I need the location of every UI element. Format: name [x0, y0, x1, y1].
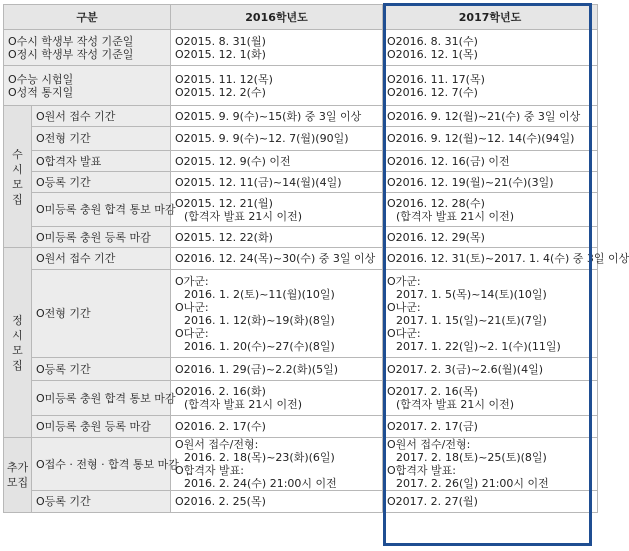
value-2017 — [383, 358, 598, 381]
value-2017 — [383, 172, 598, 193]
section-char: 정 — [12, 313, 23, 327]
label-line: O성적 통지일 — [8, 85, 74, 99]
value-line: O2016. 2. 25(목) — [175, 495, 266, 508]
value-2016 — [171, 127, 383, 151]
table-row — [4, 106, 598, 127]
row-label — [4, 66, 171, 106]
value-line: 2016. 2. 18(목)~23(화)(6일) — [184, 451, 335, 464]
value-2017 — [383, 491, 598, 513]
section-char: 집 — [12, 192, 23, 206]
table-row — [4, 30, 598, 66]
value-2016 — [171, 151, 383, 172]
table-row — [4, 270, 598, 358]
value-line: O다군: — [387, 326, 421, 340]
value-2016 — [171, 193, 383, 227]
table-row — [4, 381, 598, 416]
value-line: O2015. 11. 12(목) — [175, 72, 273, 86]
value-line: O2017. 2. 3(금)~2.6(월)(4일) — [387, 362, 543, 376]
value-2017 — [383, 438, 598, 491]
value-line: O합격자 발표: — [387, 464, 457, 477]
value-2016 — [171, 172, 383, 193]
value-2016 — [171, 270, 383, 358]
table-row — [4, 151, 598, 172]
row-label: O원서 접수 기간 — [32, 106, 171, 127]
vertical-label — [4, 460, 31, 490]
value-line: O2016. 11. 17(목) — [387, 72, 485, 86]
value-line: 2016. 1. 12(화)~19(화)(8일) — [184, 313, 335, 327]
row-label: O등록 기간 — [32, 172, 171, 193]
value-line: (합격자 발표 21시 이전) — [184, 398, 303, 411]
value-line: 2017. 1. 22(일)~2. 1(수)(11일) — [396, 339, 561, 353]
value-line: O2016. 12. 28(수) — [387, 196, 485, 210]
table-row — [4, 358, 598, 381]
value-line: O2016. 9. 12(월)~12. 14(수)(94일) — [387, 132, 575, 145]
value-line: O나군: — [175, 300, 209, 314]
value-2017 — [383, 381, 598, 416]
table-row — [4, 127, 598, 151]
value-2017 — [383, 66, 598, 106]
value-line: O2015. 12. 21(월) — [175, 196, 273, 210]
row-label: O원서 접수 기간 — [32, 248, 171, 270]
value-2017 — [383, 151, 598, 172]
value-2016 — [171, 416, 383, 438]
header-2016: 2016학년도 — [171, 5, 383, 30]
value-line: O2016. 2. 16(화) — [175, 385, 266, 398]
row-label: O등록 기간 — [32, 358, 171, 381]
table-row — [4, 491, 598, 513]
label-line: O수시 학생부 작성 기준일 — [8, 34, 134, 48]
value-line: O2016. 1. 29(금)~2.2(화)(5일) — [175, 362, 338, 376]
value-line: 2017. 2. 18(토)~25(토)(8일) — [396, 451, 547, 464]
label-line: O수능 시험일 — [8, 72, 74, 86]
header-category: 구분 — [4, 5, 171, 30]
value-2016 — [171, 30, 383, 66]
value-line: O2016. 12. 16(금) 이전 — [387, 154, 510, 168]
value-2016 — [171, 106, 383, 127]
value-line: O원서 접수/전형: — [175, 438, 259, 451]
table-row — [4, 438, 598, 491]
value-2016 — [171, 491, 383, 513]
value-line: 2017. 1. 15(일)~21(토)(7일) — [396, 313, 547, 327]
value-line: 2017. 2. 26(일) 21:00시 이전 — [396, 477, 549, 490]
value-line: O2016. 12. 7(수) — [387, 85, 478, 99]
value-line: O2016. 9. 12(월)~21(수) 중 3일 이상 — [387, 109, 581, 123]
value-line: O2017. 2. 27(월) — [387, 495, 478, 508]
header-row — [4, 5, 598, 30]
value-2017 — [383, 30, 598, 66]
value-line: O2015. 12. 22(화) — [175, 230, 273, 244]
row-label: O합격자 발표 — [32, 151, 171, 172]
value-line: O2016. 12. 29(목) — [387, 230, 485, 244]
section-char: 모 — [12, 343, 23, 357]
vertical-label — [4, 313, 31, 373]
table-row — [4, 227, 598, 248]
value-line: O2016. 12. 19(월)~21(수)(3일) — [387, 175, 554, 189]
value-2017 — [383, 193, 598, 227]
table-row — [4, 172, 598, 193]
value-line: O2015. 8. 31(월) — [175, 34, 266, 48]
value-line: (합격자 발표 21시 이전) — [184, 209, 303, 223]
value-line: O2017. 2. 17(금) — [387, 420, 478, 433]
row-label: O미등록 충원 등록 마감 — [32, 227, 171, 248]
value-line: O2016. 12. 1(목) — [387, 47, 478, 61]
value-2017 — [383, 416, 598, 438]
value-line: O합격자 발표: — [175, 464, 245, 477]
table-row — [4, 416, 598, 438]
value-line: 2016. 1. 2(토)~11(월)(10일) — [184, 287, 335, 301]
value-line: O2016. 2. 17(수) — [175, 420, 266, 433]
value-line: O2016. 8. 31(수) — [387, 34, 478, 48]
value-line: (합격자 발표 21시 이전) — [396, 209, 515, 223]
value-line: (합격자 발표 21시 이전) — [396, 398, 515, 411]
section-char: 모집 — [6, 476, 29, 489]
value-line: O다군: — [175, 326, 209, 340]
label-line: O정시 학생부 작성 기준일 — [8, 47, 134, 61]
row-label: O미등록 충원 등록 마감 — [32, 416, 171, 438]
value-2017 — [383, 248, 629, 270]
row-label: O미등록 충원 합격 통보 마감 — [32, 193, 171, 227]
value-line: O가군: — [387, 274, 421, 288]
value-2016 — [171, 381, 383, 416]
value-line: O원서 접수/전형: — [387, 438, 471, 451]
value-line: O2015. 12. 9(수) 이전 — [175, 154, 291, 168]
value-line: O나군: — [387, 300, 421, 314]
row-label: O등록 기간 — [32, 491, 171, 513]
value-line: 2016. 1. 20(수)~27(수)(8일) — [184, 339, 335, 353]
value-line: O2015. 12. 11(금)~14(월)(4일) — [175, 175, 342, 189]
section-char: 시 — [12, 162, 23, 176]
section-char: 모 — [12, 177, 23, 191]
row-label: O전형 기간 — [32, 270, 171, 358]
jeongsi-section-label — [4, 248, 32, 438]
value-line: O2015. 9. 9(수)~15(화) 중 3일 이상 — [175, 109, 362, 123]
susi-section-label — [4, 106, 32, 248]
value-line: O가군: — [175, 274, 209, 288]
section-char: 시 — [12, 328, 23, 342]
value-2017 — [383, 270, 598, 358]
value-line: 2017. 1. 5(목)~14(토)(10일) — [396, 287, 547, 301]
header-2017: 2017학년도 — [383, 5, 598, 30]
value-line: O2015. 12. 1(화) — [175, 47, 266, 61]
schedule-table — [3, 4, 629, 513]
value-2016 — [171, 66, 383, 106]
section-char: 집 — [12, 358, 23, 372]
value-line: 2016. 2. 24(수) 21:00시 이전 — [184, 477, 337, 490]
value-2017 — [383, 227, 598, 248]
table-row — [4, 66, 598, 106]
value-2016 — [171, 248, 383, 270]
value-line: O2015. 9. 9(수)~12. 7(월)(90일) — [175, 132, 349, 145]
value-line: O2015. 12. 2(수) — [175, 85, 266, 99]
chuga-section-label — [4, 438, 32, 513]
row-label: O접수 · 전형 · 합격 통보 마감 — [32, 438, 171, 491]
section-char: 추가 — [6, 461, 29, 474]
value-2016 — [171, 227, 383, 248]
table-row — [4, 248, 598, 270]
value-2016 — [171, 358, 383, 381]
vertical-label — [4, 147, 31, 207]
row-label: O전형 기간 — [32, 127, 171, 151]
section-char: 수 — [12, 147, 23, 161]
value-2017 — [383, 106, 598, 127]
row-label: O미등록 충원 합격 통보 마감 — [32, 381, 171, 416]
value-line: O2017. 2. 16(목) — [387, 385, 478, 398]
value-line: O2016. 12. 31(토)~2017. 1. 4(수) 중 3일 이상 — [387, 252, 629, 265]
value-2017 — [383, 127, 598, 151]
table-row — [4, 193, 598, 227]
row-label — [4, 30, 171, 66]
value-line: O2016. 12. 24(목)~30(수) 중 3일 이상 — [175, 252, 376, 265]
value-2016 — [171, 438, 383, 491]
